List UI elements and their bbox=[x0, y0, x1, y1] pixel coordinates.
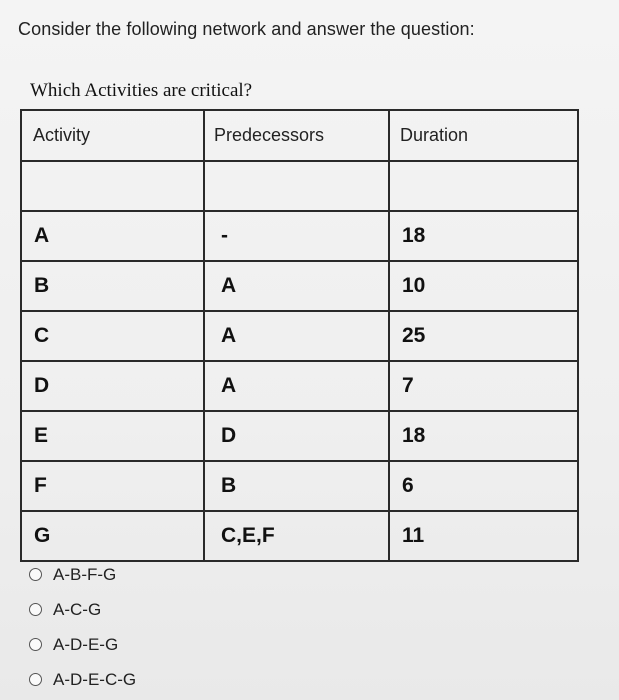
header-predecessors: Predecessors bbox=[204, 110, 389, 161]
table-row bbox=[21, 461, 578, 511]
table-row bbox=[21, 511, 578, 561]
cell-activity: G bbox=[21, 511, 204, 561]
network-table bbox=[20, 109, 579, 562]
spacer-cell bbox=[389, 161, 578, 211]
cell-predecessors: D bbox=[204, 411, 389, 461]
radio-button[interactable] bbox=[29, 603, 42, 616]
answer-option-a-d-e-g[interactable] bbox=[29, 627, 136, 662]
option-label: A-D-E-C-G bbox=[53, 669, 137, 689]
cell-activity: D bbox=[21, 361, 204, 411]
cell-duration: 6 bbox=[389, 461, 578, 511]
table-row bbox=[21, 211, 578, 261]
answer-option-a-b-f-g[interactable] bbox=[29, 557, 136, 592]
header-activity: Activity bbox=[21, 110, 204, 161]
cell-predecessors: B bbox=[204, 461, 389, 511]
table-row bbox=[21, 361, 578, 411]
answer-option-a-c-g[interactable] bbox=[29, 592, 136, 627]
table-row bbox=[21, 411, 578, 461]
answer-options bbox=[29, 557, 136, 697]
radio-button[interactable] bbox=[29, 638, 42, 651]
cell-activity: C bbox=[21, 311, 204, 361]
cell-duration: 11 bbox=[389, 511, 578, 561]
spacer-cell bbox=[204, 161, 389, 211]
cell-predecessors: A bbox=[204, 361, 389, 411]
cell-predecessors: A bbox=[204, 261, 389, 311]
cell-activity: A bbox=[21, 211, 204, 261]
cell-duration: 10 bbox=[389, 261, 578, 311]
cell-duration: 18 bbox=[389, 411, 578, 461]
table-row bbox=[21, 261, 578, 311]
option-label: A-B-F-G bbox=[53, 564, 117, 584]
cell-predecessors: - bbox=[204, 211, 389, 261]
question-text: Which Activities are critical? bbox=[30, 80, 253, 101]
cell-activity: F bbox=[21, 461, 204, 511]
radio-button[interactable] bbox=[29, 568, 42, 581]
cell-predecessors: C,E,F bbox=[204, 511, 389, 561]
prompt-text: Consider the following network and answer the question: bbox=[18, 19, 475, 39]
cell-duration: 25 bbox=[389, 311, 578, 361]
cell-duration: 7 bbox=[389, 361, 578, 411]
option-label: A-C-G bbox=[53, 599, 102, 619]
table-spacer-row bbox=[21, 161, 578, 211]
option-label: A-D-E-G bbox=[53, 634, 119, 654]
radio-button[interactable] bbox=[29, 673, 42, 686]
table-row bbox=[21, 311, 578, 361]
cell-activity: E bbox=[21, 411, 204, 461]
spacer-cell bbox=[21, 161, 204, 211]
cell-predecessors: A bbox=[204, 311, 389, 361]
header-duration: Duration bbox=[389, 110, 578, 161]
answer-option-a-d-e-c-g[interactable] bbox=[29, 662, 136, 697]
cell-activity: B bbox=[21, 261, 204, 311]
table-header-row bbox=[21, 110, 578, 161]
cell-duration: 18 bbox=[389, 211, 578, 261]
